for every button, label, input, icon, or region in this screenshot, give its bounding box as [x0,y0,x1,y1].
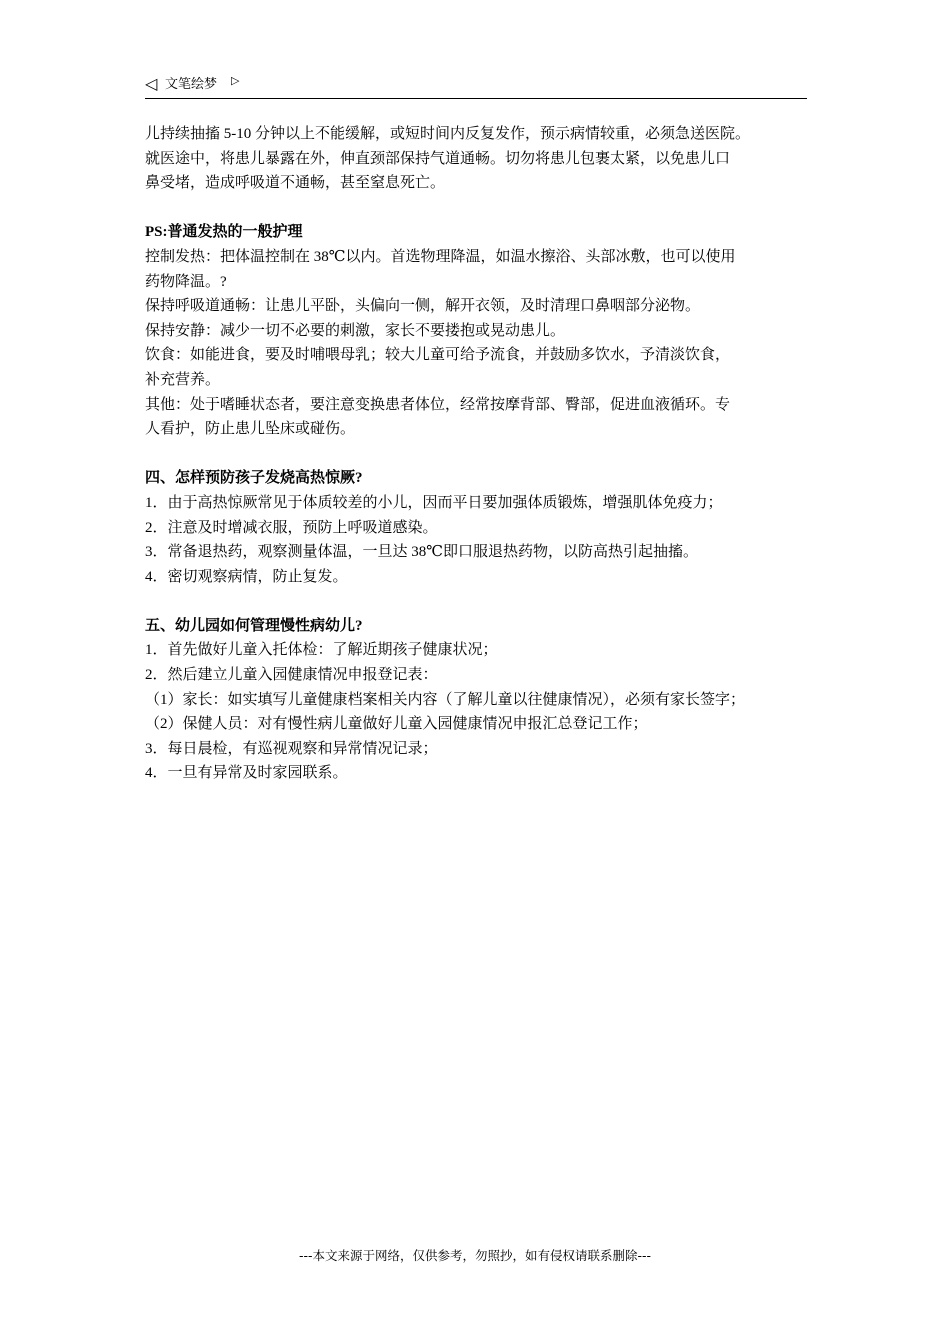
ps-paragraph: 饮食：如能进食，要及时哺喂母乳；较大儿童可给予流食，并鼓励多饮水，予清淡饮食， [145,347,731,364]
list-item: 4．密切观察病情，防止复发。 [145,568,348,585]
list-item: 3．每日晨检，有巡视观察和异常情况记录； [145,740,438,757]
list-item: 4．一旦有异常及时家园联系。 [145,765,348,782]
header-title: 文笔绘梦 [165,77,218,92]
paragraph-gap [145,196,810,221]
ps-paragraph: 药物降温。? [145,273,227,290]
list-item: 2．注意及时增减衣服，预防上呼吸道感染。 [145,519,438,536]
intro-line: 就医途中，将患儿暴露在外，伸直颈部保持气道通畅。切勿将患儿包裹太紧，以免患儿口 [145,150,731,167]
paragraph-gap [145,589,810,614]
section4-heading: 四、怎样预防孩子发烧高热惊厥? [145,470,363,487]
ps-paragraph: 其他：处于嗜睡状态者，要注意变换患者体位，经常按摩背部、臀部，促进血液循环。专 [145,396,731,413]
right-triangle-icon: ▷ [231,74,240,87]
ps-paragraph: 控制发热：把体温控制在 38℃以内。首选物理降温，如温水擦浴、头部冰敷，也可以使用 [145,248,736,265]
intro-line: 鼻受堵，造成呼吸道不通畅，甚至窒息死亡。 [145,175,446,192]
section5-heading: 五、幼儿园如何管理慢性病幼儿? [145,617,363,634]
list-item: 2．然后建立儿童入园健康情况申报登记表： [145,667,438,684]
ps-paragraph: 保持安静：减少一切不必要的刺激，家长不要搂抱或晃动患儿。 [145,322,566,339]
paragraph-gap [145,442,810,467]
page-footer: ---本文来源于网络，仅供参考，勿照抄，如有侵权请联系删除--- [298,1248,652,1263]
ps-paragraph: 人看护，防止患儿坠床或碰伤。 [145,421,356,438]
ps-paragraph: 保持呼吸道通畅：让患儿平卧，头偏向一侧，解开衣领，及时清理口鼻咽部分泌物。 [145,298,701,315]
list-item: （1）家长：如实填写儿童健康档案相关内容（了解儿童以往健康情况），必须有家长签字； [145,691,746,708]
list-item: 3．常备退热药，观察测量体温，一旦达 38℃即口服退热药物，以防高热引起抽搐。 [145,544,699,561]
ps-heading: PS:普通发热的一般护理 [145,224,303,241]
page-header [145,74,807,99]
list-item: （2）保健人员：对有慢性病儿童做好儿童入园健康情况申报汇总登记工作； [145,716,648,733]
list-item: 1．由于高热惊厥常见于体质较差的小儿，因而平日要加强体质锻炼，增强肌体免疫力； [145,494,723,511]
left-triangle-icon: ◁ [145,74,158,93]
intro-line: 儿持续抽搐 5-10 分钟以上不能缓解，或短时间内反复发作，预示病情较重，必须急送医院。 [145,126,750,142]
document-body [145,122,810,786]
ps-paragraph: 补充营养。 [145,371,221,388]
list-item: 1．首先做好儿童入托体检：了解近期孩子健康状况； [145,642,498,659]
